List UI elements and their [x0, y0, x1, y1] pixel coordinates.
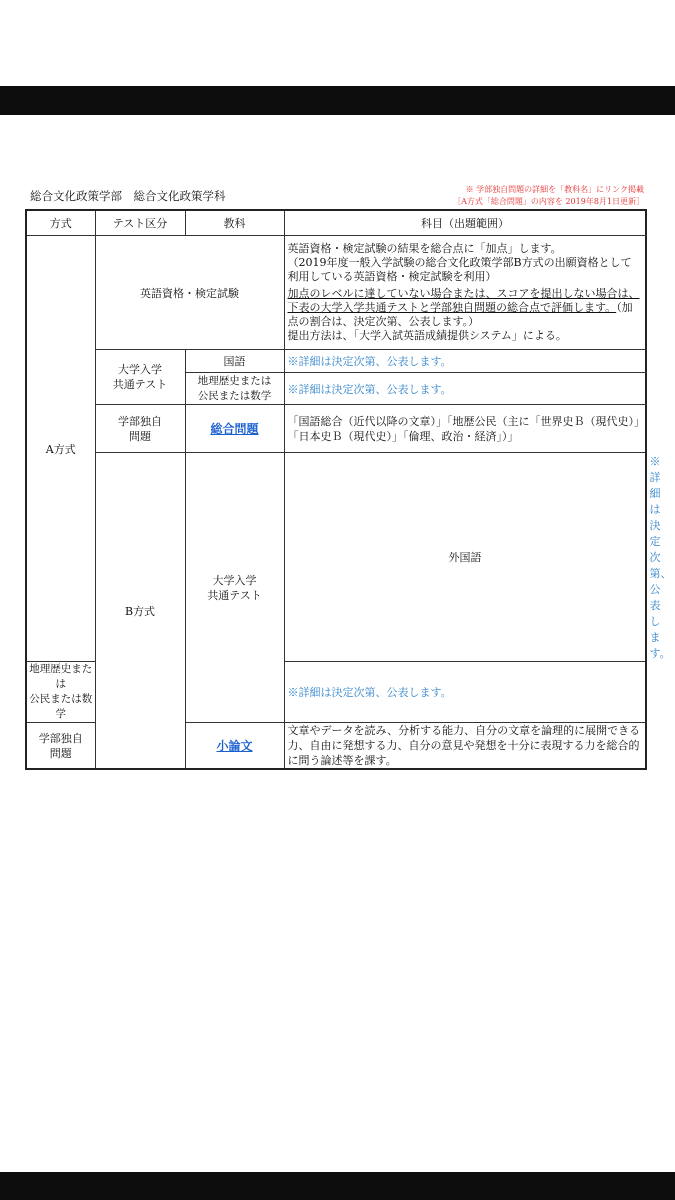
english-p1: 英語資格・検定試験の結果を総合点に「加点」します。: [287, 242, 562, 255]
method-b: B方式: [95, 453, 185, 770]
update-note: [453, 184, 644, 208]
a-common-scope-2: ※詳細は決定次第、公表します。: [284, 373, 646, 405]
bottom-black-bar: [0, 1172, 675, 1200]
header-row: [26, 210, 646, 236]
header-scope: 科目（出題範囲）: [284, 210, 646, 236]
english-test-label: 英語資格・検定試験: [95, 236, 284, 350]
english-p3-wrap: [288, 287, 643, 329]
a-own-scope: 「国語総合（近代以降の文章）」「地歴公民（主に「世界史Ｂ（現代史）」「日本史Ｂ（現代史）」「倫理、政治・経済」）」: [284, 405, 646, 453]
table-row: [26, 236, 646, 350]
table-row: [26, 350, 646, 373]
header-method: 方式: [26, 210, 95, 236]
b-common-test-label: 大学入学 共通テスト: [185, 453, 284, 723]
a-common-test-label: 大学入学 共通テスト: [95, 350, 185, 405]
b-common-subject-2: 地理歴史または 公民または数学: [26, 662, 95, 723]
english-p3: 加点のレベルに達していない場合または、スコアを提出しない場合は、下表の大学入学共通テストと学部独自問題の総合点で評価します。: [287, 287, 640, 314]
exam-table: [25, 209, 672, 770]
b-own-label: 学部独自 問題: [26, 723, 95, 770]
a-common-subject-2: 地理歴史または 公民または数学: [185, 373, 284, 405]
table-row: B方式 大学入学 共通テスト 外国語 ※詳細は決定次第、公表します。: [26, 453, 646, 662]
english-p2: （2019年度一般入学試験の総合文化政策学部B方式の出願資格として利用している英語資格・検定試験を利用）: [287, 256, 632, 283]
a-common-subject-1: 国語: [185, 350, 284, 373]
a-common-scope-1: ※詳細は決定次第、公表します。: [284, 350, 646, 373]
english-p3b: （加点の割合は、決定次第、公表します。）: [287, 301, 633, 328]
top-black-bar: [0, 86, 675, 115]
header-subject: 教科: [185, 210, 284, 236]
b-own-subject-cell: [185, 723, 284, 770]
b-own-scope: 文章やデータを読み、分析する能力、自分の文章を論理的に展開できる力、自由に発想する力、自分の意見や発想を十分に表現する力を総合的に問う論述等を課す。: [284, 723, 646, 770]
a-own-label: 学部独自 問題: [95, 405, 185, 453]
a-own-subject-cell: [185, 405, 284, 453]
sougou-mondai-link[interactable]: 総合問題: [210, 422, 259, 436]
note-line-2: ［A方式「総合問題」の内容を 2019年8月1日更新］: [453, 197, 644, 206]
shouronbun-link[interactable]: 小論文: [216, 739, 253, 753]
method-a: A方式: [26, 236, 95, 662]
b-common-subject-1: 外国語: [284, 453, 646, 662]
english-test-description: [284, 236, 646, 350]
table-row: [26, 405, 646, 453]
page-title: 総合文化政策学部 総合文化政策学科: [30, 189, 226, 203]
b-common-scope-2: ※詳細は決定次第、公表します。: [284, 662, 646, 723]
header-test-type: テスト区分: [95, 210, 185, 236]
english-p4: 提出方法は、「大学入試英語成績提供システム」による。: [287, 329, 567, 342]
note-line-1: ※ 学部独自問題の詳細を「教科名」にリンク掲載: [465, 185, 644, 194]
